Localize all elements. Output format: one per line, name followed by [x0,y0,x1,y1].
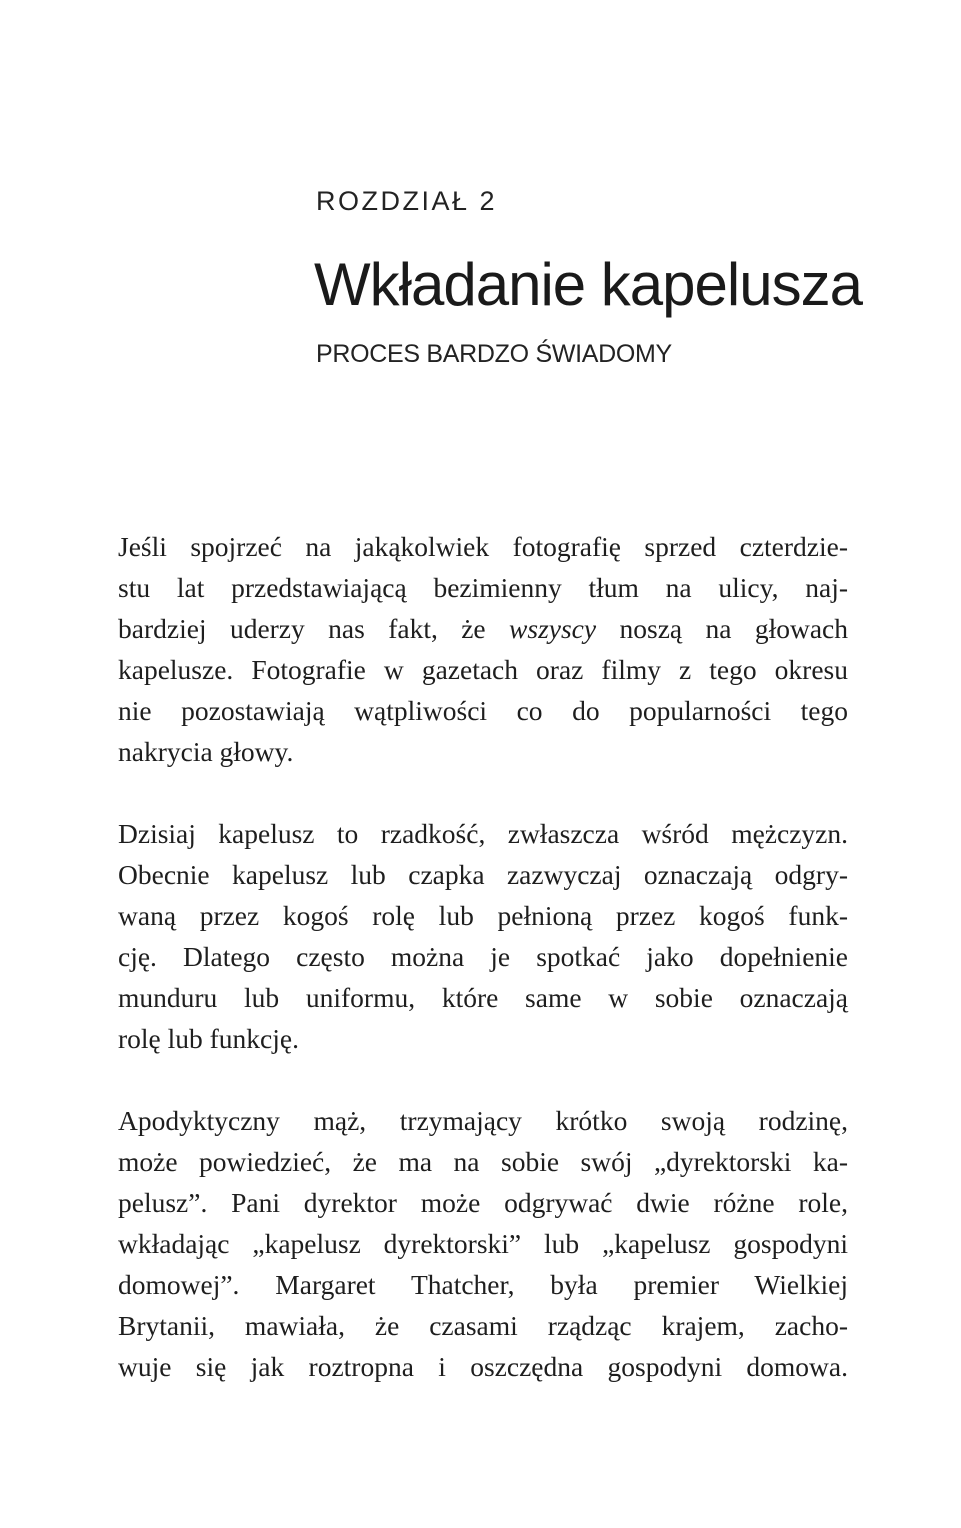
paragraph [118,1100,848,1387]
text-line: stu lat przedstawiającą bezimienny tłum na ulicy, naj- [118,572,848,603]
paragraph [118,526,848,772]
chapter-label: ROZDZIAŁ 2 [316,186,498,216]
text-line: Brytanii, mawiała, że czasami rządząc krajem, zacho- [118,1310,848,1341]
text-fragment: bardziej uderzy nas fakt, że [118,613,510,644]
text-line [118,608,848,649]
body-text [118,526,848,1387]
text-line: może powiedzieć, że ma na sobie swój „dyrektorski ka- [118,1146,848,1177]
chapter-title: Wkładanie kapelusza [314,251,862,318]
text-line: kapelusze. Fotografie w gazetach oraz filmy z tego okresu [118,654,848,685]
paragraph [118,813,848,1059]
text-line: Jeśli spojrzeć na jakąkolwiek fotografię sprzed czterdzie- [118,531,848,562]
chapter-subtitle: PROCES BARDZO ŚWIADOMY [316,340,672,368]
text-line: waną przez kogoś rolę lub pełnioną przez kogoś funk- [118,900,848,931]
text-line: nie pozostawiają wątpliwości co do popularności tego [118,695,848,726]
text-line: nakrycia głowy. [118,736,294,767]
text-line: wkładając „kapelusz dyrektorski” lub „kapelusz gospodyni [118,1228,848,1259]
emphasized-word: wszyscy [509,613,597,644]
text-line: wuje się jak roztropna i oszczędna gospodyni domowa. [118,1351,848,1382]
text-line: Obecnie kapelusz lub czapka zazwyczaj oznaczają odgry- [118,859,848,890]
text-line: pelusz”. Pani dyrektor może odgrywać dwie różne role, [118,1187,848,1218]
text-line: rolę lub funkcję. [118,1023,299,1054]
text-line: munduru lub uniformu, które same w sobie oznaczają [118,982,848,1013]
text-line: Apodyktyczny mąż, trzymający krótko swoją rodzinę, [118,1105,848,1136]
text-line: domowej”. Margaret Thatcher, była premier Wielkiej [118,1269,848,1300]
text-line: cję. Dlatego często można je spotkać jako dopełnienie [118,941,848,972]
text-line: Dzisiaj kapelusz to rzadkość, zwłaszcza wśród mężczyzn. [118,818,848,849]
text-fragment: noszą na głowach [596,613,849,644]
